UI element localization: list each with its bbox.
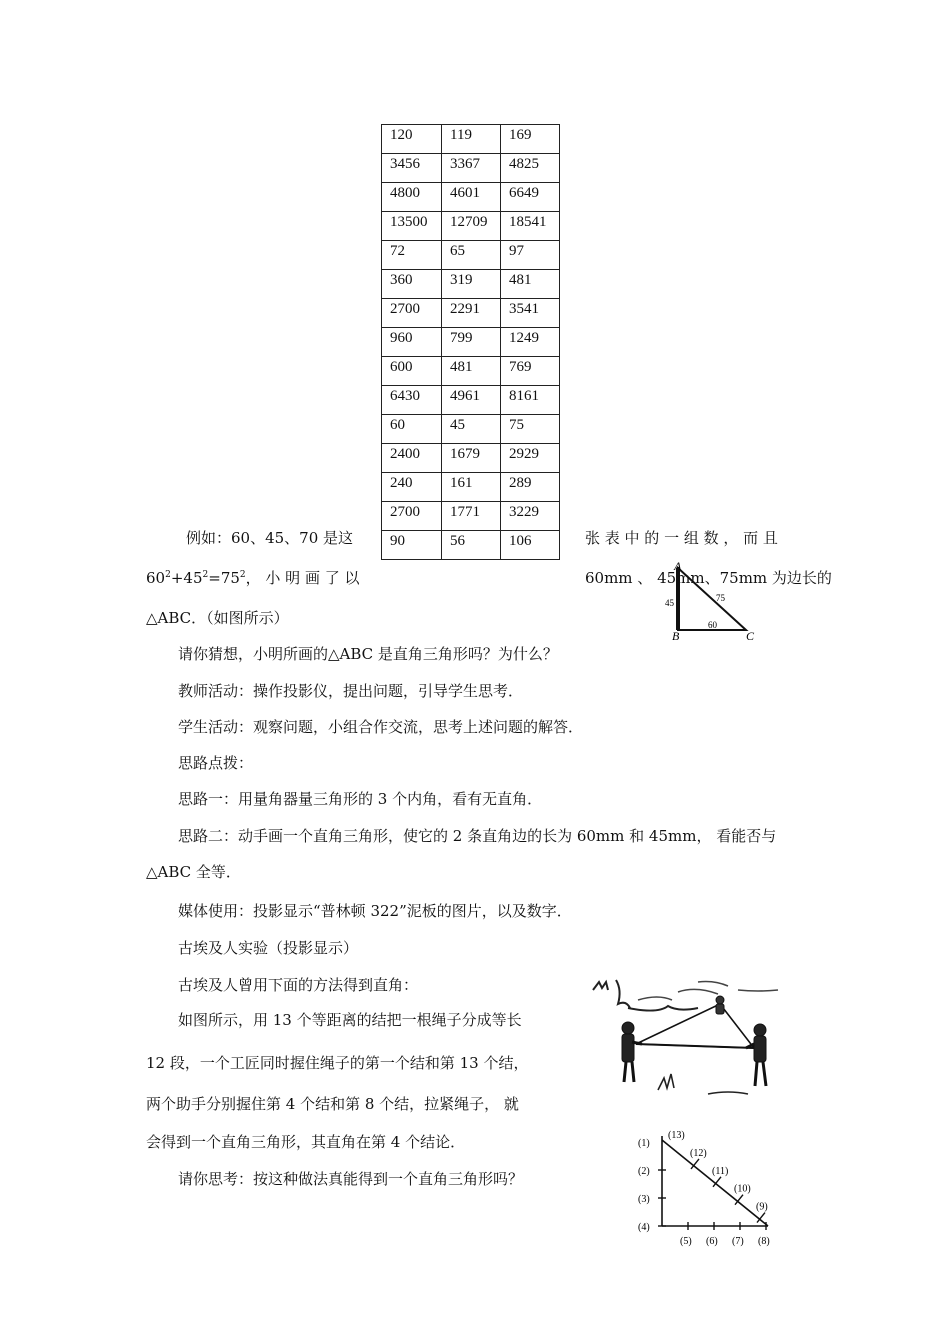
table-row <box>382 473 560 502</box>
table-cell: 56 <box>442 531 501 560</box>
eq-term-75: 75 <box>220 569 240 587</box>
table-row <box>382 212 560 241</box>
table-row <box>382 270 560 299</box>
example-left-line1: 例如：60、45、70 是这 <box>186 529 354 547</box>
knot-label-hypotenuse: (11) <box>712 1165 729 1177</box>
egypt-intro: 古埃及人曾用下面的方法得到直角： <box>178 976 419 994</box>
table-row <box>382 386 560 415</box>
table-cell: 2929 <box>501 444 560 473</box>
knot-label-left: (2) <box>638 1166 650 1177</box>
table-cell: 169 <box>501 125 560 154</box>
table-cell: 289 <box>501 473 560 502</box>
table-cell: 90 <box>382 531 442 560</box>
table-cell: 960 <box>382 328 442 357</box>
side-bc-label: 60 <box>708 620 717 630</box>
idea-two: 思路二：动手画一个直角三角形，使它的 2 条直角边的长为 60mm 和 45mm， 看能否与 <box>178 827 777 845</box>
vertex-c-label: C <box>746 629 755 642</box>
eq-plus: + <box>170 569 184 587</box>
table-cell: 75 <box>501 415 560 444</box>
think-question: 请你思考：按这种做法真能得到一个直角三角形吗？ <box>178 1170 524 1188</box>
table-cell: 1771 <box>442 502 501 531</box>
table-row <box>382 125 560 154</box>
example-line3: △ABC．（如图所示） <box>146 609 289 627</box>
egypt-line3: 两个助手分别握住第 4 个结和第 8 个结，拉紧绳子， 就 <box>146 1095 519 1113</box>
table-cell: 2291 <box>442 299 501 328</box>
knot-label-bottom: (8) <box>758 1236 770 1247</box>
left-worker-figure <box>622 1022 642 1082</box>
table-cell: 481 <box>442 357 501 386</box>
numbers-table <box>381 124 560 560</box>
eq-term-60: 60 <box>146 569 166 587</box>
table-cell: 3456 <box>382 154 442 183</box>
teacher-activity: 教师活动：操作投影仪，提出问题，引导学生思考． <box>178 682 524 700</box>
knot-label-bottom: (7) <box>732 1236 744 1247</box>
table-row <box>382 154 560 183</box>
egypt-experiment-title: 古埃及人实验（投影显示） <box>178 939 359 957</box>
table-row <box>382 183 560 212</box>
egypt-line1: 如图所示，用 13 个等距离的结把一根绳子分成等长 <box>178 1011 522 1029</box>
table-cell: 161 <box>442 473 501 502</box>
table-cell: 319 <box>442 270 501 299</box>
table-row <box>382 531 560 560</box>
table-cell: 4961 <box>442 386 501 415</box>
table-cell: 360 <box>382 270 442 299</box>
table-cell: 6649 <box>501 183 560 212</box>
table-cell: 65 <box>442 241 501 270</box>
knot-label-bottom: (5) <box>680 1236 692 1247</box>
table-row <box>382 415 560 444</box>
media-usage: 媒体使用：投影显示“普林顿 322”泥板的图片，以及数字． <box>178 902 572 920</box>
hint-heading: 思路点拨： <box>178 754 254 772</box>
table-row <box>382 241 560 270</box>
knot-label-hypotenuse: (12) <box>690 1147 707 1159</box>
side-ac-label: 75 <box>716 593 725 603</box>
table-cell: 4825 <box>501 154 560 183</box>
question-text: 请你猜想，小明所画的△ABC 是直角三角形吗？为什么？ <box>178 645 558 663</box>
table-cell: 3541 <box>501 299 560 328</box>
eq-exponent: 2 <box>202 570 209 580</box>
table-cell: 240 <box>382 473 442 502</box>
table-cell: 4601 <box>442 183 501 212</box>
table-cell: 97 <box>501 241 560 270</box>
table-cell: 481 <box>501 270 560 299</box>
table-cell: 3367 <box>442 154 501 183</box>
table-cell: 60 <box>382 415 442 444</box>
example-right-text: 张 表 中 的 一 组 数 ， 而 且 <box>585 529 778 547</box>
triangle-abc-figure <box>660 560 760 642</box>
knot-label-left: (3) <box>638 1194 650 1205</box>
example-right-line2: 60mm 、 45mm、75mm 为边长的 <box>585 569 832 587</box>
table-row <box>382 444 560 473</box>
eq-term-45: 45 <box>183 569 203 587</box>
table-cell: 119 <box>442 125 501 154</box>
knot-diagram <box>628 1128 778 1252</box>
table-cell: 3229 <box>501 502 560 531</box>
knot-label-hypotenuse: (13) <box>668 1130 685 1142</box>
eq-equals: = <box>208 569 221 587</box>
student-activity: 学生活动：观察问题，小组合作交流，思考上述问题的解答． <box>178 718 584 736</box>
knot-label-bottom: (6) <box>706 1236 718 1247</box>
table-cell: 13500 <box>382 212 442 241</box>
table-row <box>382 502 560 531</box>
table-row <box>382 357 560 386</box>
table-cell: 120 <box>382 125 442 154</box>
table-cell: 799 <box>442 328 501 357</box>
middle-helper-figure <box>716 996 724 1014</box>
right-worker-figure <box>746 1024 766 1086</box>
egypt-rope-illustration <box>588 970 788 1100</box>
table-row <box>382 299 560 328</box>
knot-label-left: (1) <box>638 1138 650 1149</box>
table-cell: 2700 <box>382 502 442 531</box>
vertex-a-label: A <box>674 560 682 573</box>
table-cell: 4800 <box>382 183 442 212</box>
side-ab-label: 45 <box>665 598 674 608</box>
table-cell: 8161 <box>501 386 560 415</box>
table-cell: 18541 <box>501 212 560 241</box>
idea-one: 思路一：用量角器量三角形的 3 个内角，看有无直角． <box>178 790 543 808</box>
table-cell: 45 <box>442 415 501 444</box>
eq-exponent: 2 <box>165 570 171 580</box>
example-left-line2-tail: ， 小 明 画 了 以 <box>245 569 360 587</box>
vertex-b-label: B <box>672 629 680 642</box>
idea-two-continued: △ABC 全等． <box>146 863 241 881</box>
table-cell: 12709 <box>442 212 501 241</box>
knot-label-hypotenuse: (9) <box>756 1201 768 1213</box>
table-cell: 2700 <box>382 299 442 328</box>
table-row <box>382 328 560 357</box>
knot-label-left: (4) <box>638 1222 650 1233</box>
table-cell: 1249 <box>501 328 560 357</box>
eq-exponent: 2 <box>239 570 246 580</box>
pythagorean-equation <box>146 567 359 588</box>
table-cell: 2400 <box>382 444 442 473</box>
table-cell: 6430 <box>382 386 442 415</box>
egypt-line2: 12 段，一个工匠同时握住绳子的第一个结和第 13 个结， <box>146 1054 529 1072</box>
table-cell: 600 <box>382 357 442 386</box>
table-cell: 106 <box>501 531 560 560</box>
example-right-line1 <box>585 527 805 548</box>
table-cell: 769 <box>501 357 560 386</box>
egypt-line4: 会得到一个直角三角形，其直角在第 4 个结论． <box>146 1133 466 1151</box>
table-cell: 72 <box>382 241 442 270</box>
knot-label-hypotenuse: (10) <box>734 1183 751 1195</box>
table-cell: 1679 <box>442 444 501 473</box>
